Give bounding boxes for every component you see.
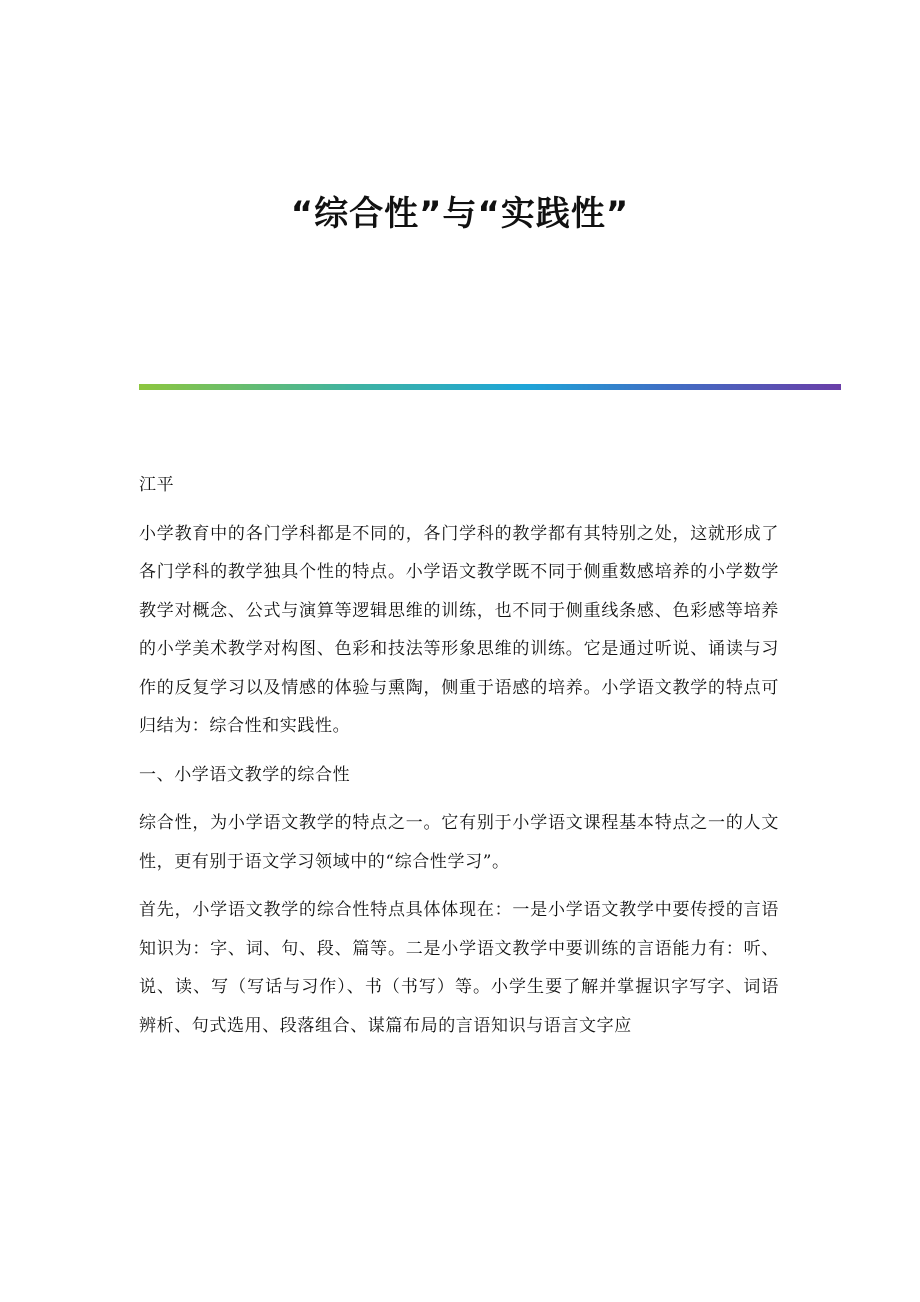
document-body	[139, 466, 779, 1055]
gradient-divider	[139, 384, 841, 390]
author-name: 江平	[139, 475, 175, 495]
paragraph-comprehensive: 综合性，为小学语文教学的特点之一。它有别于小学语文课程基本特点之一的人文性，更有别于语文学习领域中的“综合性学习”。	[139, 813, 779, 872]
document-title: “综合性”与“实践性”	[290, 194, 630, 234]
paragraph-first: 首先，小学语文教学的综合性特点具体体现在：一是小学语文教学中要传授的言语知识为：字、词、句、段、篇等。二是小学语文教学中要训练的言语能力有：听、说、读、写（写话与习作）、书（书写）等。小学生要了解并掌握识字写字、词语辨析、句式选用、段落组合、谋篇布局的言语知识与语言文字应	[139, 900, 779, 1036]
paragraph-intro: 小学教育中的各门学科都是不同的，各门学科的教学都有其特别之处，这就形成了各门学科的教学独具个性的特点。小学语文教学既不同于侧重数感培养的小学数学教学对概念、公式与演算等逻辑思维的训练，也不同于侧重线条感、色彩感等培养的小学美术教学对构图、色彩和技法等形象思维的训练。它是通过听说、诵读与习作的反复学习以及情感的体验与熏陶，侧重于语感的培养。小学语文教学的特点可归结为：综合性和实践性。	[139, 523, 779, 736]
section-heading-1: 一、小学语文教学的综合性	[139, 764, 351, 785]
